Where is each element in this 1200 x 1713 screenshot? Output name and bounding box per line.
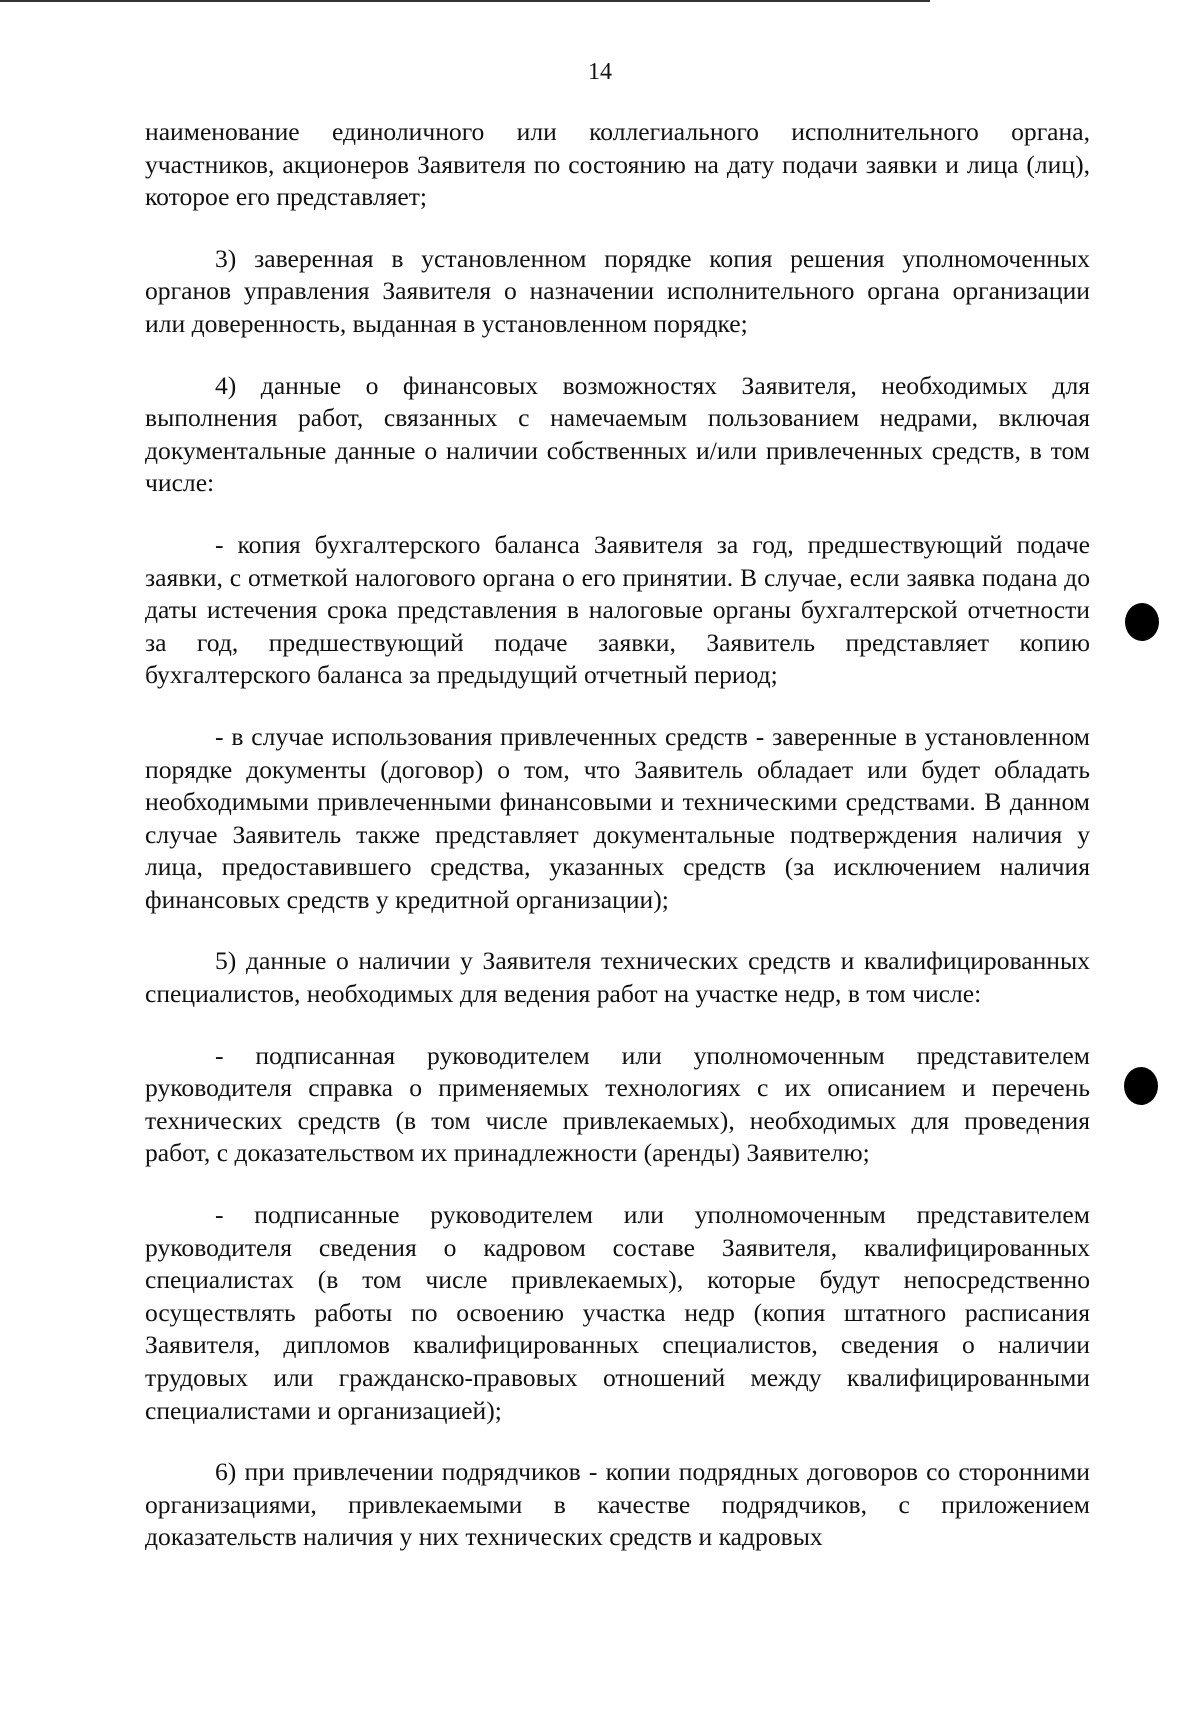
paragraph-balance-copy: - копия бухгалтерского баланса Заявителя за год, предшествующий подаче заявки, с отметкой налогового органа о его принятии. В случае, если заявка подана до даты истечения срока представления в налоговые органы бухгалтерской отчетности за год, предшествующий подаче заявки, Заявитель представляет копию бухгалтерского баланса за предыдущий отчетный период; — [145, 529, 1090, 690]
punch-hole-mark — [1124, 1067, 1158, 1105]
paragraph-staff-info: - подписанные руководителем или уполномоченным представителем руководителя сведения о кадровом составе Заявителя, квалифицированных специалистах (в том числе привлекаемых), которые будут непосредственно осуществлять работы по освоению участка недр (копия штатного расписания Заявителя, дипломов квалифицированных специалистов, сведения о наличии трудовых или гражданско-правовых отношений между квалифицированными специалистами и организацией); — [145, 1200, 1090, 1425]
top-border-line — [0, 0, 930, 2]
document-body — [145, 116, 1090, 1583]
paragraph-item-5: 5) данные о наличии у Заявителя технических средств и квалифицированных специалистов, необходимых для ведения работ на участке недр, в том числе: — [145, 946, 1090, 1009]
paragraph-technology-reference: - подписанная руководителем или уполномоченным представителем руководителя справка о применяемых технологиях с их описанием и перечень технических средств (в том числе привлекаемых), необходимых для проведения работ, с доказательством их принадлежности (аренды) Заявителю; — [145, 1040, 1090, 1168]
punch-hole-mark — [1125, 603, 1159, 641]
paragraph-borrowed-funds: - в случае использования привлеченных средств - заверенные в установленном порядке документы (договор) о том, что Заявитель обладает или будет обладать необходимыми привлеченными финансовыми и техническими средствами. В данном случае Заявитель также представляет документальные подтверждения наличия у лица, предоставившего средства, указанных средств (за исключением наличия финансовых средств у кредитной организации); — [145, 721, 1090, 914]
paragraph-item-4: 4) данные о финансовых возможностях Заявителя, необходимых для выполнения работ, связанных с намечаемым пользованием недрами, включая документальные данные о наличии собственных и/или привлеченных средств, в том числе: — [145, 370, 1090, 498]
paragraph-item-6: 6) при привлечении подрядчиков - копии подрядных договоров со сторонними организациями, привлекаемыми в качестве подрядчиков, с приложением доказательств наличия у них технических средств и кадровых — [145, 1457, 1090, 1552]
page-number: 14 — [588, 59, 612, 85]
paragraph-item-3: 3) заверенная в установленном порядке копия решения уполномоченных органов управления Заявителя о назначении исполнительного органа организации или доверенность, выданная в установленном порядке; — [145, 243, 1090, 338]
paragraph-continuation: наименование единоличного или коллегиального исполнительного органа, участников, акционеров Заявителя по состоянию на дату подачи заявки и лица (лиц), которое его представляет; — [145, 117, 1090, 212]
